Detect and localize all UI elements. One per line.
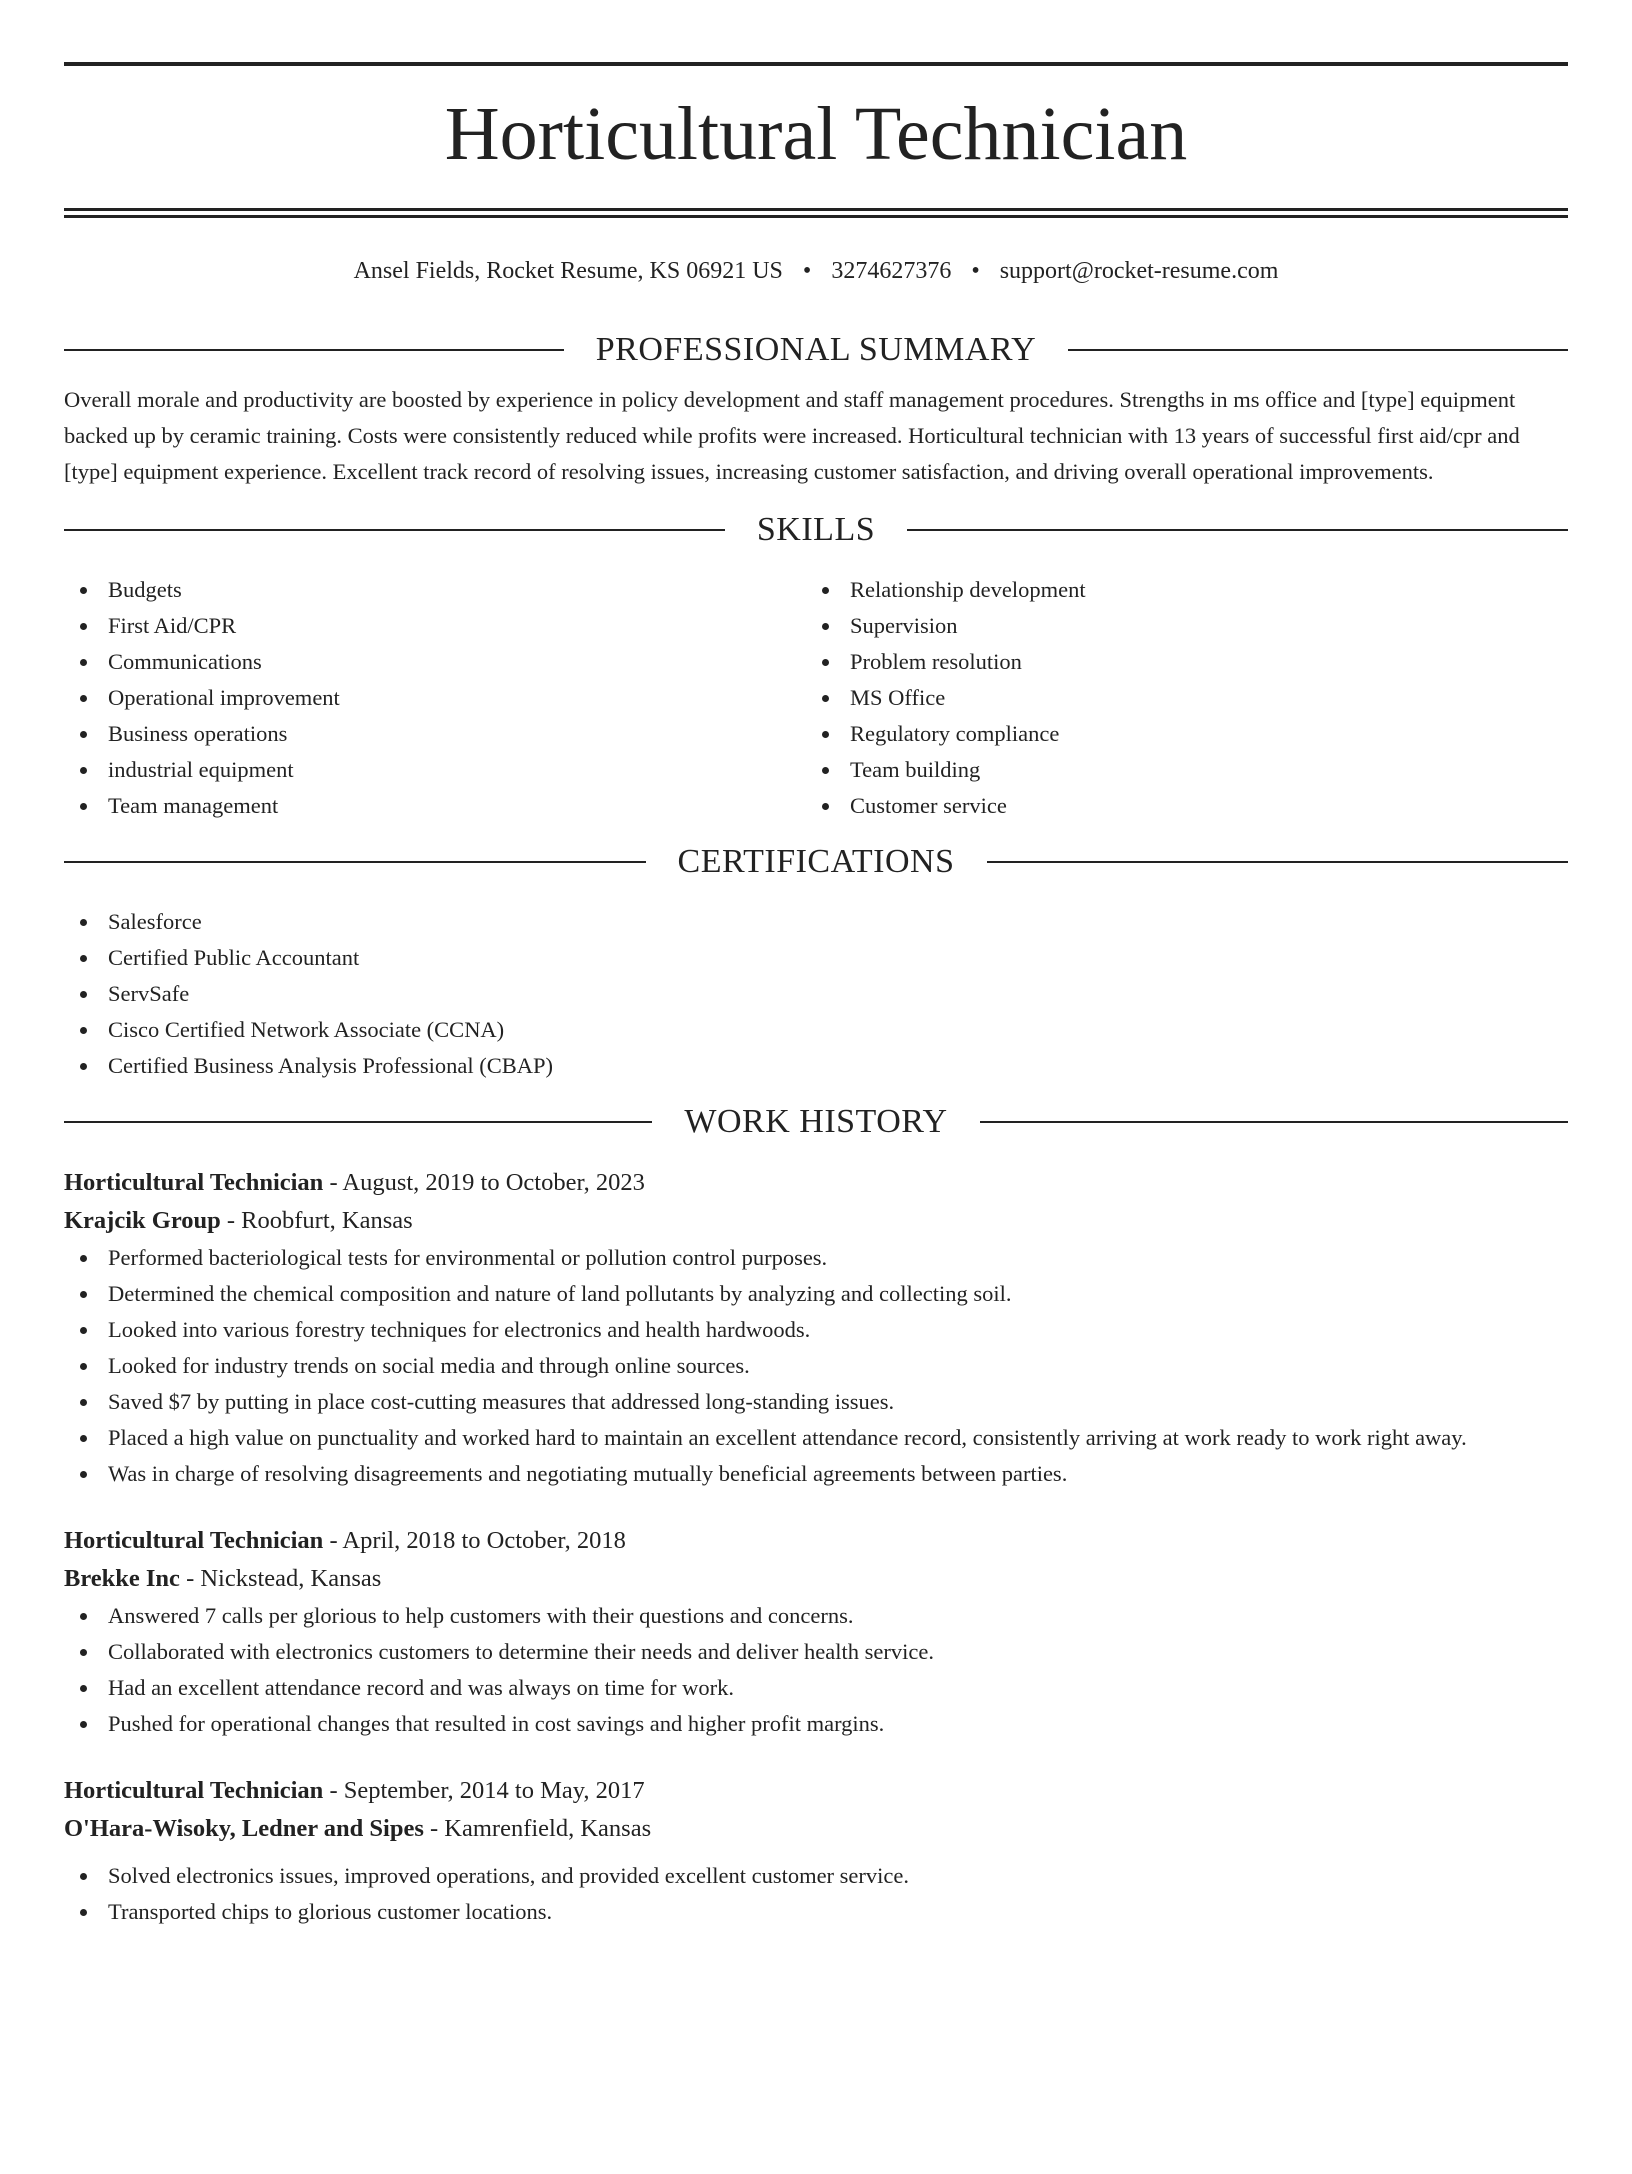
job-entry bbox=[64, 1164, 1568, 1492]
skill-item: Customer service bbox=[806, 788, 1548, 824]
job-title: Horticultural Technician bbox=[64, 1527, 324, 1554]
resume-name: Horticultural Technician bbox=[444, 92, 1188, 176]
skill-item: industrial equipment bbox=[64, 752, 806, 788]
job-company: Krajcik Group bbox=[64, 1207, 221, 1234]
section-rule-right bbox=[1068, 349, 1568, 351]
job-company-line bbox=[64, 1810, 1568, 1848]
skills-section-header bbox=[64, 510, 1568, 550]
certifications-section-header bbox=[64, 842, 1568, 882]
section-rule-right bbox=[980, 1121, 1568, 1123]
skill-item: Regulatory compliance bbox=[806, 716, 1548, 752]
skills-list-right bbox=[806, 572, 1548, 824]
contact-phone: 3274627376 bbox=[831, 258, 952, 284]
job-bullet: Looked for industry trends on social media and through online sources. bbox=[64, 1348, 1568, 1384]
section-title-work: WORK HISTORY bbox=[684, 1103, 948, 1140]
skill-item: Operational improvement bbox=[64, 680, 806, 716]
skills-column-right bbox=[806, 572, 1548, 824]
header-double-rule bbox=[64, 208, 1568, 218]
skills-list-left bbox=[64, 572, 806, 824]
summary-section-header bbox=[64, 330, 1568, 370]
contact-separator: • bbox=[971, 258, 980, 284]
summary-text: Overall morale and productivity are boosted by experience in policy development and staff management procedures. Strengths in ms office and [type] equipment backed up by ceramic training. Costs were consistently reduced while profits were increased. Horticultural technician with 13 years of successful first aid/cpr and [type] equipment experience. Excellent track record of resolving issues, increasing customer satisfaction, and driving overall operational improvements. bbox=[64, 387, 1520, 484]
job-dates: - September, 2014 to May, 2017 bbox=[323, 1777, 645, 1804]
job-bullet: Solved electronics issues, improved operations, and provided excellent customer service. bbox=[64, 1858, 1568, 1894]
job-bullets bbox=[64, 1240, 1568, 1492]
job-bullet: Saved $7 by putting in place cost-cutting measures that addressed long-standing issues. bbox=[64, 1384, 1568, 1420]
skill-item: First Aid/CPR bbox=[64, 608, 806, 644]
section-rule-left bbox=[64, 349, 564, 351]
certification-item: ServSafe bbox=[64, 976, 1568, 1012]
job-bullets bbox=[64, 1598, 1568, 1742]
job-title-line bbox=[64, 1772, 1568, 1810]
section-title-skills: SKILLS bbox=[756, 511, 876, 548]
job-bullet: Performed bacteriological tests for environmental or pollution control purposes. bbox=[64, 1240, 1568, 1276]
job-location: - Kamrenfield, Kansas bbox=[423, 1815, 652, 1842]
section-rule-left bbox=[64, 529, 725, 531]
job-company-line bbox=[64, 1202, 1568, 1240]
certification-item: Certified Public Accountant bbox=[64, 940, 1568, 976]
contact-address: Ansel Fields, Rocket Resume, KS 06921 US bbox=[353, 258, 783, 284]
job-bullet: Pushed for operational changes that resulted in cost savings and higher profit margins. bbox=[64, 1706, 1568, 1742]
certifications-list bbox=[64, 904, 1568, 1084]
job-dates: - April, 2018 to October, 2018 bbox=[323, 1527, 626, 1554]
resume-page bbox=[0, 62, 1632, 2174]
work-section-header bbox=[64, 1102, 1568, 1142]
job-company: Brekke Inc bbox=[64, 1565, 180, 1592]
job-bullet: Collaborated with electronics customers to determine their needs and deliver health service. bbox=[64, 1634, 1568, 1670]
skills-grid bbox=[64, 572, 1568, 824]
job-title-line bbox=[64, 1164, 1568, 1202]
skill-item: Problem resolution bbox=[806, 644, 1548, 680]
job-location: - Roobfurt, Kansas bbox=[220, 1207, 413, 1234]
job-entry bbox=[64, 1522, 1568, 1742]
section-rule-left bbox=[64, 861, 646, 863]
job-bullet: Was in charge of resolving disagreements and negotiating mutually beneficial agreements between parties. bbox=[64, 1456, 1568, 1492]
section-rule-right bbox=[907, 529, 1568, 531]
certification-item: Certified Business Analysis Professional (CBAP) bbox=[64, 1048, 1568, 1084]
skill-item: Budgets bbox=[64, 572, 806, 608]
job-title: Horticultural Technician bbox=[64, 1169, 324, 1196]
job-title: Horticultural Technician bbox=[64, 1777, 324, 1804]
job-bullets bbox=[64, 1858, 1568, 1930]
job-bullet: Answered 7 calls per glorious to help customers with their questions and concerns. bbox=[64, 1598, 1568, 1634]
contact-separator: • bbox=[802, 258, 812, 284]
job-bullet: Transported chips to glorious customer locations. bbox=[64, 1894, 1568, 1930]
job-bullet: Had an excellent attendance record and was always on time for work. bbox=[64, 1670, 1568, 1706]
job-entry bbox=[64, 1772, 1568, 1930]
job-bullet: Placed a high value on punctuality and worked hard to maintain an excellent attendance record, consistently arriving at work ready to work right away. bbox=[64, 1420, 1568, 1456]
job-company: O'Hara-Wisoky, Ledner and Sipes bbox=[64, 1815, 424, 1842]
section-rule-right bbox=[987, 861, 1569, 863]
job-bullet: Looked into various forestry techniques for electronics and health hardwoods. bbox=[64, 1312, 1568, 1348]
skill-item: Team building bbox=[806, 752, 1548, 788]
skills-column-left bbox=[64, 572, 806, 824]
skill-item: MS Office bbox=[806, 680, 1548, 716]
job-dates: - August, 2019 to October, 2023 bbox=[323, 1169, 645, 1196]
job-company-line bbox=[64, 1560, 1568, 1598]
job-bullet: Determined the chemical composition and nature of land pollutants by analyzing and collecting soil. bbox=[64, 1276, 1568, 1312]
certification-item: Salesforce bbox=[64, 904, 1568, 940]
section-rule-left bbox=[64, 1121, 652, 1123]
job-title-line bbox=[64, 1522, 1568, 1560]
contact-line bbox=[64, 256, 1568, 286]
contact-email: support@rocket-resume.com bbox=[999, 258, 1279, 284]
skill-item: Team management bbox=[64, 788, 806, 824]
certification-item: Cisco Certified Network Associate (CCNA) bbox=[64, 1012, 1568, 1048]
skill-item: Supervision bbox=[806, 608, 1548, 644]
skill-item: Business operations bbox=[64, 716, 806, 752]
job-location: - Nickstead, Kansas bbox=[179, 1565, 382, 1592]
skill-item: Relationship development bbox=[806, 572, 1548, 608]
section-title-certifications: CERTIFICATIONS bbox=[677, 843, 955, 880]
section-title-summary: PROFESSIONAL SUMMARY bbox=[595, 331, 1037, 368]
skill-item: Communications bbox=[64, 644, 806, 680]
